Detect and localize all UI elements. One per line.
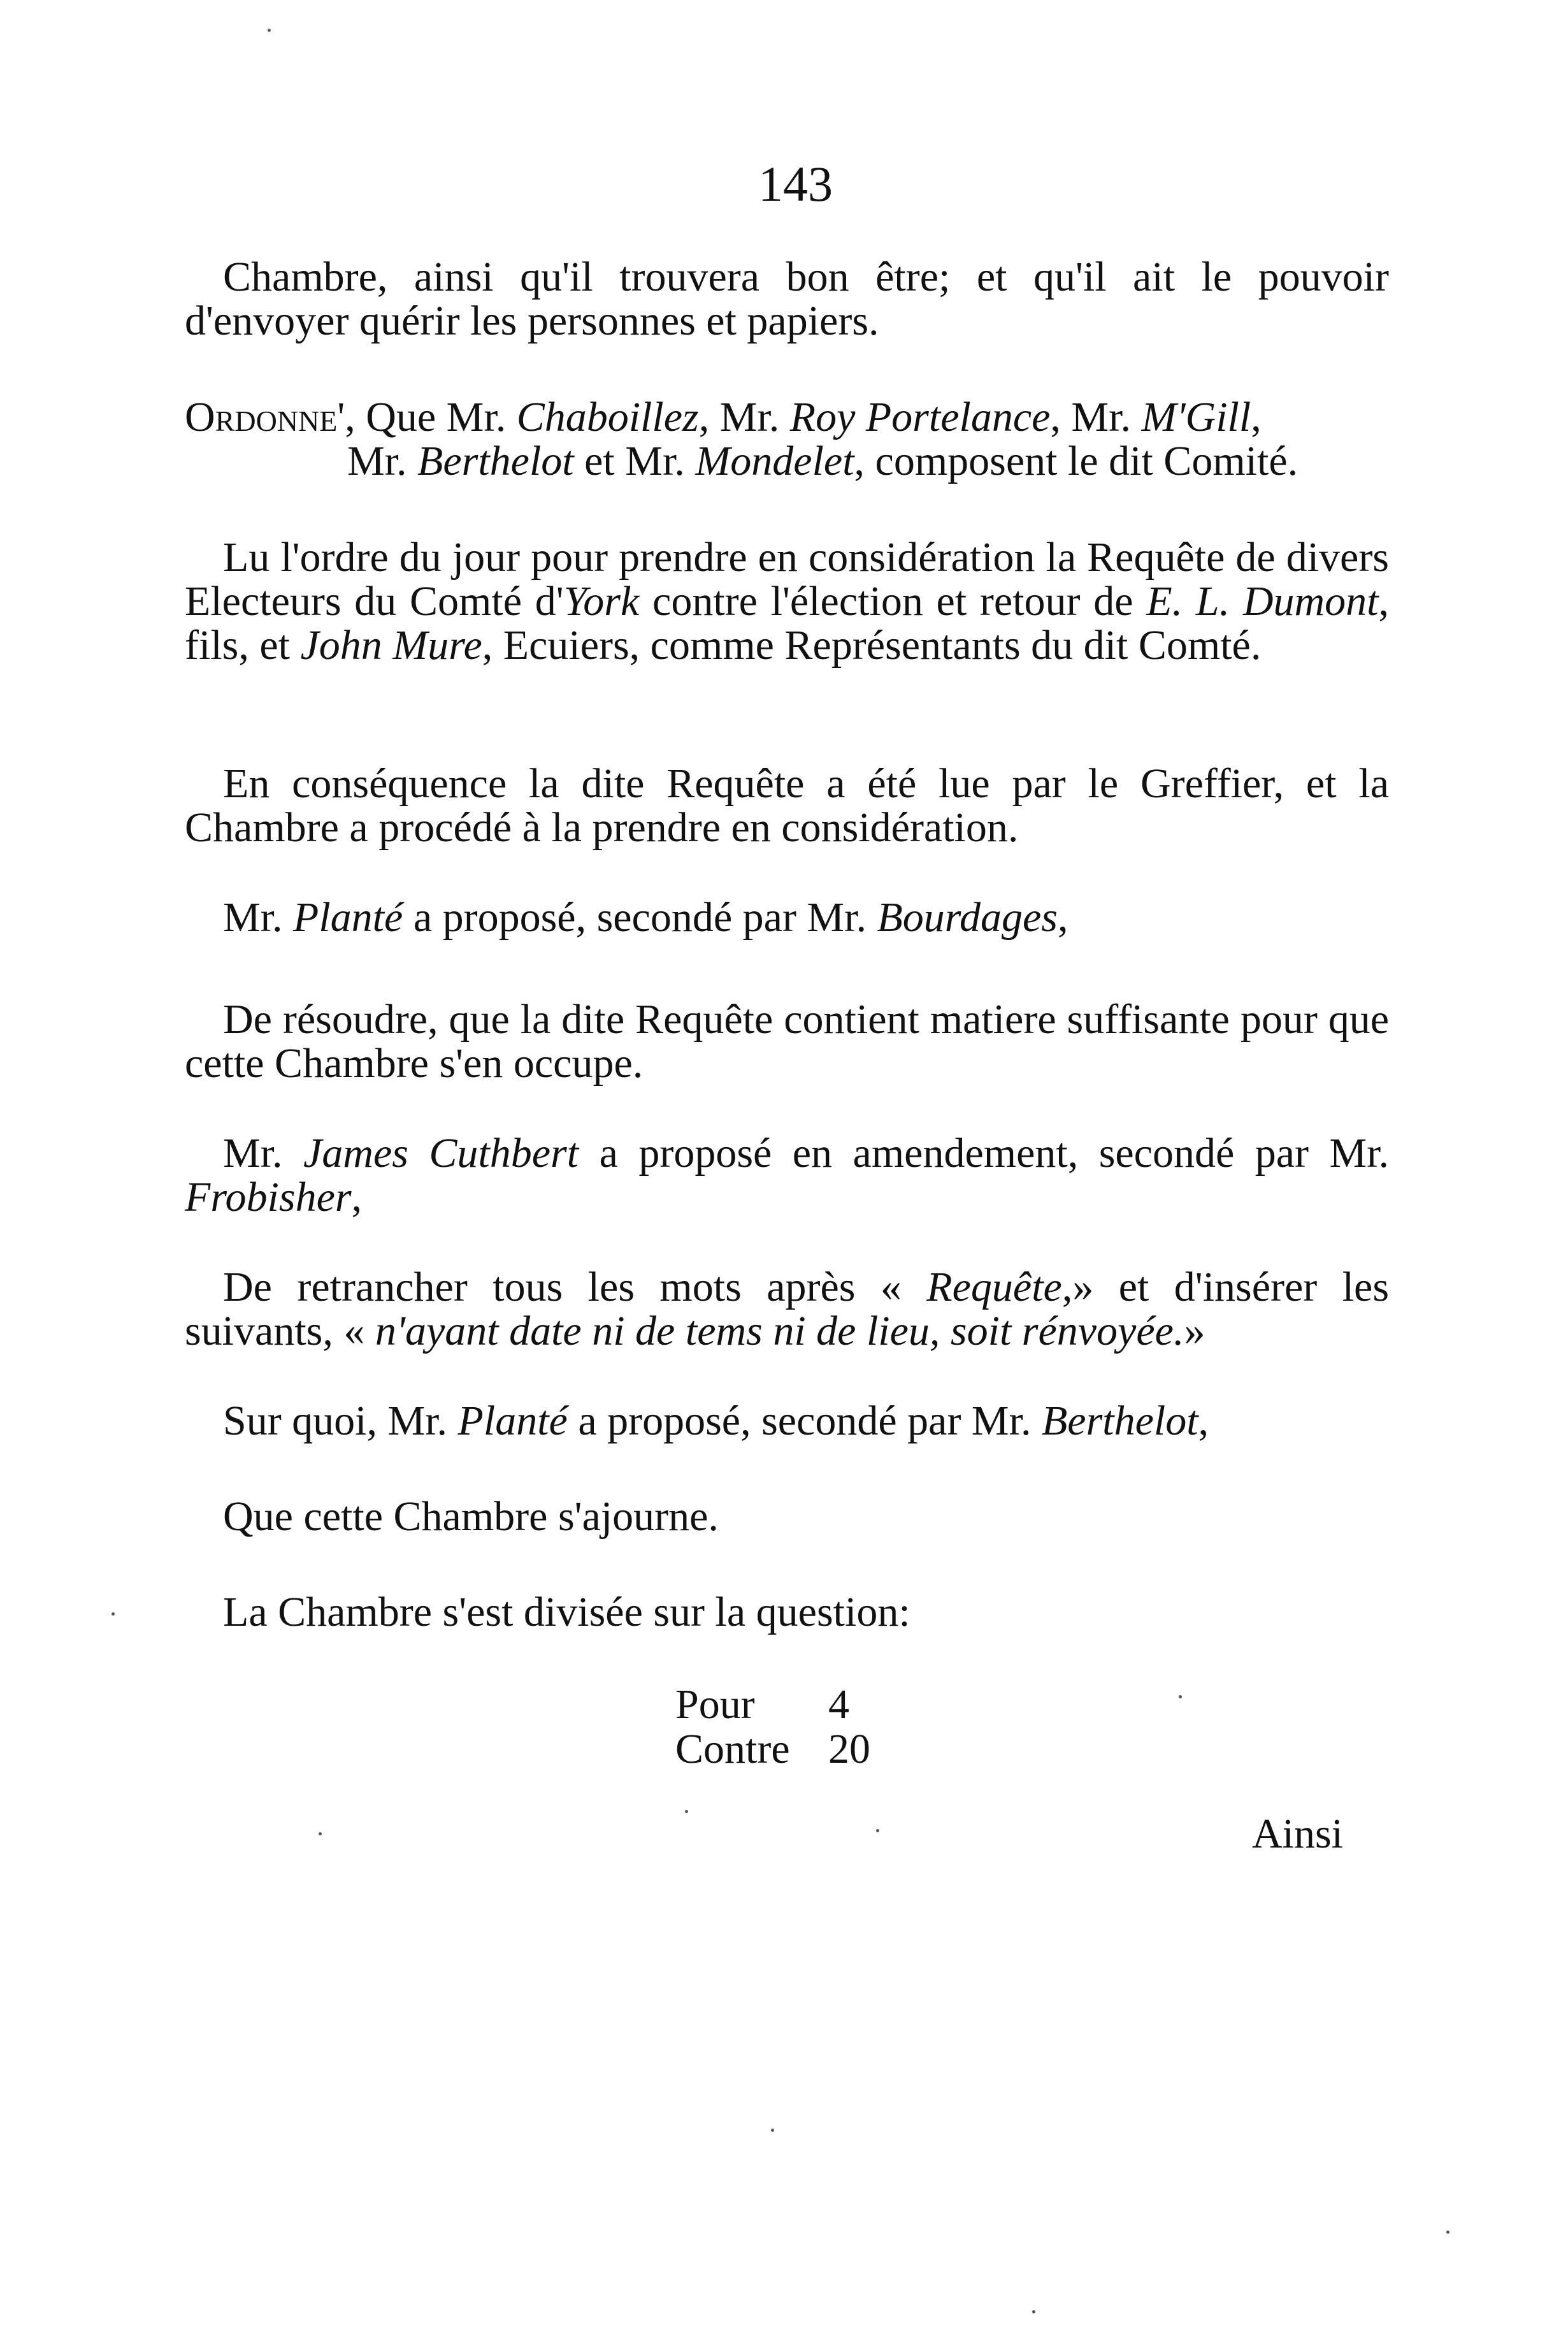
text-run: , xyxy=(1251,394,1262,440)
text-run: , xyxy=(351,1174,363,1220)
member-name: Chaboillez xyxy=(516,394,699,440)
paragraph-text xyxy=(185,1265,1389,1353)
text-run: a proposé, secondé par Mr. xyxy=(403,894,877,941)
paragraph-text xyxy=(185,895,1389,939)
paragraph-text xyxy=(185,1131,1389,1219)
print-speck xyxy=(1179,1695,1182,1698)
catchword: Ainsi xyxy=(1252,1811,1344,1857)
print-speck xyxy=(1032,2310,1035,2313)
text-run: Mr. xyxy=(347,438,418,484)
place-name: York xyxy=(563,578,640,625)
text-run: , Mr. xyxy=(698,394,790,440)
vote-label-contre: Contre xyxy=(675,1726,790,1772)
print-speck xyxy=(876,1829,879,1832)
text-run: , Que Mr. xyxy=(345,394,517,440)
paragraph-consequence xyxy=(185,762,1389,850)
paragraph-continuation xyxy=(185,255,1389,343)
text-run: et Mr. xyxy=(573,438,696,484)
paragraph-amendment xyxy=(185,1131,1389,1219)
text-run: a proposé, secondé par Mr. xyxy=(567,1398,1042,1444)
text-run: Sur quoi, Mr. xyxy=(223,1398,458,1444)
vote-label-pour: Pour xyxy=(675,1681,755,1728)
text-run: ,» et d'insérer les suivants, « xyxy=(185,1264,1390,1354)
text-run: De retrancher tous les mots après « xyxy=(223,1264,927,1310)
paragraph-text: Que cette Chambre s'ajourne. xyxy=(223,1493,719,1540)
print-speck xyxy=(771,2129,774,2132)
person-name: E. L. Dumont xyxy=(1146,578,1379,625)
text-run: , composent le dit Comité. xyxy=(854,438,1298,484)
paragraph-order-of-day xyxy=(185,535,1389,667)
paragraph-retrancher xyxy=(185,1265,1389,1353)
paragraph-resolution xyxy=(185,997,1389,1085)
paragraph-text xyxy=(185,1399,1389,1443)
member-name: Berthelot xyxy=(417,438,574,484)
text-run: Lu l'ordre du jour pour prendre en considération la Requête de divers Electeurs du Comté d' xyxy=(185,534,1389,625)
text-run: , fils, et xyxy=(185,578,1389,669)
paragraph-text: En conséquence la dite Requête a été lue par le Greffier, et la Chambre a procédé à la prendre en considération. xyxy=(185,760,1389,851)
text-run: contre l'élection et retour de xyxy=(639,578,1147,625)
ordonne-line-1 xyxy=(185,395,1389,439)
paragraph-text: Chambre, ainsi qu'il trouvera bon être; et qu'il ait le pouvoir d'envoyer quérir les personnes et papiers. xyxy=(185,254,1389,344)
vote-row-contre xyxy=(675,1727,870,1772)
person-name: John Mure xyxy=(300,622,482,669)
member-name: Berthelot xyxy=(1041,1398,1198,1444)
member-name: Planté xyxy=(293,894,403,941)
text-run: Mr. xyxy=(223,894,294,941)
member-name: Mondelet xyxy=(695,438,854,484)
paragraph-text: De résoudre, que la dite Requête contient matiere suffisante pour que cette Chambre s'en occupe. xyxy=(185,996,1389,1087)
member-name: M'Gill xyxy=(1141,394,1251,440)
member-name: Bourdages xyxy=(877,894,1058,941)
print-speck xyxy=(111,1612,115,1616)
vote-value-contre: 20 xyxy=(828,1726,870,1772)
ordonne-lead: Ordonne' xyxy=(185,394,345,440)
text-run: , Mr. xyxy=(1050,394,1142,440)
text-run: , Ecuiers, comme Représentants du dit Comté. xyxy=(482,622,1262,669)
quoted-phrase: n'ayant date ni de tems ni de lieu, soit rénvoyée. xyxy=(375,1308,1184,1354)
paragraph-ordonne xyxy=(185,395,1389,483)
page-number: 143 xyxy=(758,156,833,212)
vote-row-pour xyxy=(675,1682,870,1727)
text-run: , xyxy=(1057,894,1068,941)
vote-tally xyxy=(675,1682,870,1772)
print-speck xyxy=(1446,2231,1449,2234)
paragraph-motion-plante xyxy=(185,895,1389,939)
text-run: » xyxy=(1184,1308,1205,1354)
text-run: Mr. xyxy=(223,1130,303,1176)
print-speck xyxy=(685,1810,688,1813)
paragraph-division xyxy=(185,1590,1389,1634)
quoted-word: Requête xyxy=(926,1264,1062,1310)
paragraph-ajourne xyxy=(185,1494,1389,1538)
ordonne-line-2 xyxy=(185,439,1389,483)
print-speck xyxy=(268,29,271,32)
vote-value-pour: 4 xyxy=(828,1681,849,1728)
text-run: , xyxy=(1198,1398,1209,1444)
paragraph-sur-quoi xyxy=(185,1399,1389,1443)
print-speck xyxy=(319,1832,322,1835)
paragraph-text: La Chambre s'est divisée sur la question: xyxy=(223,1589,910,1635)
member-name: Frobisher xyxy=(185,1174,352,1220)
member-name: Roy Portelance xyxy=(789,394,1051,440)
paragraph-text xyxy=(185,535,1389,667)
member-name: James Cuthbert xyxy=(303,1130,579,1176)
member-name: Planté xyxy=(457,1398,568,1444)
text-run: a proposé en amendement, secondé par Mr. xyxy=(579,1130,1390,1176)
